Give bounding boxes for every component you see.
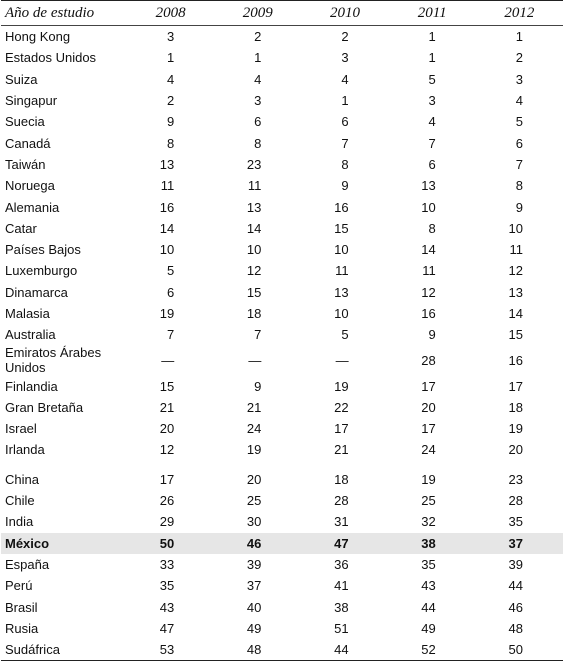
- rank-cell: 12: [159, 442, 175, 458]
- rank-cell: 9: [428, 327, 436, 343]
- rank-cell: 17: [508, 378, 523, 394]
- rank-cell: 20: [508, 442, 523, 458]
- rank-cell: 20: [421, 399, 436, 415]
- rank-cell: 25: [246, 493, 262, 509]
- table-row: [1, 132, 563, 153]
- rank-cell: 17: [421, 378, 436, 394]
- rank-cell: 16: [421, 306, 436, 321]
- header-year: 2011: [389, 1, 476, 26]
- rank-cell: 3: [515, 71, 523, 87]
- rank-cell: 8: [515, 178, 523, 194]
- rank-cell: 19: [246, 442, 262, 458]
- rank-cell: 13: [334, 284, 349, 300]
- rank-cell: 44: [508, 578, 523, 594]
- rank-cell: 8: [428, 220, 436, 236]
- rank-cell: 33: [159, 556, 175, 572]
- table-row: [1, 69, 563, 90]
- rank-cell: 18: [508, 399, 523, 415]
- spacer-cell: [214, 461, 301, 469]
- rank-cell: 8: [166, 135, 175, 151]
- rank-cell: 19: [159, 306, 175, 321]
- rank-cell: 48: [214, 639, 301, 661]
- table-row: [1, 218, 563, 239]
- rank-cell: —: [335, 352, 349, 368]
- rank-cell: 1: [341, 93, 349, 109]
- table-row: [1, 375, 563, 396]
- rank-cell: 31: [334, 514, 349, 530]
- rank-cell: 47: [301, 533, 388, 554]
- rank-cell: 50: [476, 639, 563, 661]
- table-row: [1, 575, 563, 596]
- rank-cell: 28: [334, 493, 349, 509]
- rank-cell: 36: [334, 556, 349, 572]
- spacer-cell: [1, 461, 127, 469]
- rank-cell: 11: [422, 263, 436, 279]
- rank-cell: 40: [246, 599, 262, 615]
- rank-cell: 4: [515, 93, 523, 109]
- country-cell: Suecia: [5, 114, 45, 130]
- rank-cell: 15: [334, 220, 349, 236]
- table-row: [1, 554, 563, 575]
- country-cell: Singapur: [5, 93, 58, 109]
- rank-cell: 26: [159, 493, 175, 509]
- rank-cell: 44: [301, 639, 388, 661]
- country-cell: Australia: [5, 327, 56, 343]
- rank-cell: 10: [246, 242, 262, 258]
- rank-cell: 2: [341, 29, 349, 45]
- rank-cell: 21: [159, 399, 175, 415]
- rank-cell: 43: [421, 578, 436, 594]
- country-cell: China: [5, 471, 39, 487]
- rank-cell: 24: [246, 421, 262, 437]
- rank-cell: 20: [159, 421, 175, 437]
- rank-cell: 20: [246, 471, 262, 487]
- rank-cell: 10: [334, 242, 349, 258]
- rank-cell: 1: [428, 29, 436, 45]
- rank-cell: 12: [421, 284, 436, 300]
- rank-cell: 39: [246, 556, 262, 572]
- rank-cell: 18: [334, 471, 349, 487]
- table-header: [1, 1, 563, 26]
- rank-cell: 9: [254, 378, 262, 394]
- rank-cell: 7: [254, 327, 262, 343]
- table-row: [1, 533, 563, 554]
- rank-cell: 1: [515, 29, 523, 45]
- rank-cell: 35: [508, 514, 523, 530]
- rank-cell: —: [161, 352, 175, 368]
- rank-cell: 19: [334, 378, 349, 394]
- country-cell: Chile: [5, 493, 35, 509]
- country-cell: Gran Bretaña: [5, 399, 84, 415]
- rank-cell: 16: [508, 352, 523, 368]
- rank-cell: 23: [246, 156, 262, 172]
- rank-cell: 46: [214, 533, 301, 554]
- country-cell: Emiratos Árabes Unidos: [5, 345, 102, 376]
- rank-cell: 41: [334, 578, 349, 594]
- rank-cell: 14: [246, 220, 262, 236]
- rank-cell: 9: [166, 114, 175, 130]
- country-cell: Luxemburgo: [5, 263, 78, 279]
- rank-cell: 28: [508, 493, 523, 509]
- rank-cell: 6: [254, 114, 262, 130]
- country-cell: Malasia: [5, 306, 50, 321]
- header-row: [1, 1, 563, 26]
- rank-cell: 1: [166, 50, 175, 66]
- rank-cell: 12: [246, 263, 262, 279]
- table-row: [1, 490, 563, 511]
- rank-cell: 7: [166, 327, 175, 343]
- header-label: Año de estudio: [1, 1, 127, 26]
- country-cell: Dinamarca: [5, 284, 68, 300]
- rank-cell: 6: [341, 114, 349, 130]
- rank-cell: 14: [508, 306, 523, 321]
- rank-cell: 3: [166, 29, 175, 45]
- rank-cell: 48: [508, 620, 523, 636]
- rank-cell: 2: [515, 50, 523, 66]
- rank-cell: 35: [159, 578, 175, 594]
- table-row: [1, 469, 563, 490]
- table-row: [1, 154, 563, 175]
- rank-cell: 11: [509, 242, 523, 258]
- rank-cell: 32: [421, 514, 436, 530]
- rank-cell: 24: [421, 442, 436, 458]
- rank-cell: 37: [476, 533, 563, 554]
- rank-cell: 10: [334, 306, 349, 321]
- rank-cell: 4: [428, 114, 436, 130]
- rank-cell: 1: [254, 50, 262, 66]
- rank-cell: 15: [508, 327, 523, 343]
- rank-cell: 10: [508, 220, 523, 236]
- rank-cell: 3: [428, 93, 436, 109]
- header-year: 2009: [214, 1, 301, 26]
- rank-cell: 7: [341, 135, 349, 151]
- rank-cell: 25: [421, 493, 436, 509]
- table-row: [1, 175, 563, 196]
- rank-cell: 3: [254, 93, 262, 109]
- rank-cell: 1: [428, 50, 436, 66]
- rank-cell: 51: [334, 620, 349, 636]
- country-cell: Noruega: [5, 178, 55, 194]
- rank-cell: 9: [341, 178, 349, 194]
- rank-cell: 13: [246, 199, 262, 215]
- rank-cell: 15: [159, 378, 175, 394]
- header-year: 2012: [476, 1, 563, 26]
- rank-cell: 17: [159, 471, 175, 487]
- rank-cell: 35: [421, 556, 436, 572]
- rank-cell: 49: [246, 620, 262, 636]
- rank-cell: 21: [334, 442, 349, 458]
- country-cell: Canadá: [5, 135, 51, 151]
- table-row: [1, 418, 563, 439]
- rank-cell: 10: [421, 199, 436, 215]
- rank-cell: —: [248, 352, 262, 368]
- rank-cell: 39: [508, 556, 523, 572]
- rank-cell: 38: [334, 599, 349, 615]
- rank-cell: 5: [515, 114, 523, 130]
- rank-cell: 4: [166, 71, 175, 87]
- rank-cell: 50: [127, 533, 214, 554]
- country-cell: Catar: [5, 220, 37, 236]
- table-row: [1, 439, 563, 460]
- rank-cell: 43: [159, 599, 175, 615]
- country-cell: Taiwán: [5, 156, 46, 172]
- rank-cell: 44: [421, 599, 436, 615]
- rank-cell: 38: [389, 533, 476, 554]
- table-row: [1, 47, 563, 68]
- rank-cell: 3: [341, 50, 349, 66]
- table-row: [1, 397, 563, 418]
- rank-cell: 6: [515, 135, 523, 151]
- table-row: [1, 618, 563, 639]
- group-spacer: [1, 461, 563, 469]
- rank-cell: 4: [341, 71, 349, 87]
- table-body: [1, 26, 563, 661]
- country-cell: Brasil: [5, 599, 38, 615]
- rank-cell: 11: [247, 178, 262, 194]
- rank-cell: 13: [159, 156, 175, 172]
- rank-cell: 11: [335, 263, 349, 279]
- rank-cell: 13: [421, 178, 436, 194]
- table-row: [1, 639, 563, 661]
- table-row: [1, 282, 563, 303]
- rank-cell: 53: [127, 639, 214, 661]
- rank-cell: 7: [515, 156, 523, 172]
- rank-cell: 17: [421, 421, 436, 437]
- country-cell: Israel: [5, 421, 37, 437]
- rank-cell: 52: [389, 639, 476, 661]
- rank-cell: 4: [254, 71, 262, 87]
- country-cell: Suiza: [5, 71, 38, 87]
- rank-cell: 17: [334, 421, 349, 437]
- rank-cell: 21: [246, 399, 262, 415]
- country-cell: Sudáfrica: [1, 639, 127, 661]
- rank-cell: 28: [421, 352, 436, 368]
- country-cell: Países Bajos: [5, 242, 81, 258]
- rank-cell: 10: [159, 242, 175, 258]
- country-cell: Hong Kong: [5, 29, 71, 45]
- table-row: [1, 511, 563, 532]
- rank-cell: 6: [166, 284, 175, 300]
- rank-cell: 15: [246, 284, 262, 300]
- rank-cell: 12: [508, 263, 523, 279]
- rank-cell: 30: [246, 514, 262, 530]
- rank-cell: 29: [159, 514, 175, 530]
- rank-cell: 49: [421, 620, 436, 636]
- country-cell: Estados Unidos: [5, 50, 97, 66]
- rank-cell: 18: [246, 306, 262, 321]
- rank-cell: 22: [334, 399, 349, 415]
- rank-cell: 16: [334, 199, 349, 215]
- table-row: [1, 596, 563, 617]
- table-row: [1, 324, 563, 345]
- country-cell: Perú: [5, 578, 33, 594]
- rank-cell: 5: [341, 327, 349, 343]
- rank-cell: 14: [159, 220, 175, 236]
- spacer-cell: [127, 461, 214, 469]
- table-row: [1, 111, 563, 132]
- table-row: [1, 260, 563, 281]
- table-row: [1, 26, 563, 48]
- spacer-cell: [476, 461, 563, 469]
- rank-cell: 14: [421, 242, 436, 258]
- rank-cell: 9: [515, 199, 523, 215]
- spacer-cell: [389, 461, 476, 469]
- rank-cell: 2: [254, 29, 262, 45]
- rank-cell: 6: [428, 156, 436, 172]
- country-cell: Rusia: [5, 620, 39, 636]
- table-row: [1, 345, 563, 375]
- rank-cell: 5: [166, 263, 175, 279]
- rank-cell: 13: [508, 284, 523, 300]
- rank-cell: 5: [428, 71, 436, 87]
- rank-cell: 23: [508, 471, 523, 487]
- table-row: [1, 303, 563, 324]
- rank-cell: 19: [421, 471, 436, 487]
- rank-cell: 2: [166, 93, 175, 109]
- rank-cell: 47: [159, 620, 175, 636]
- table-row: [1, 90, 563, 111]
- country-cell: Finlandia: [5, 378, 58, 394]
- rank-cell: 11: [160, 178, 175, 194]
- country-cell: Alemania: [5, 199, 60, 215]
- country-cell: España: [5, 556, 50, 572]
- country-cell: Irlanda: [5, 442, 45, 458]
- rank-cell: 19: [508, 421, 523, 437]
- table-row: [1, 196, 563, 217]
- header-year: 2008: [127, 1, 214, 26]
- country-cell: México: [1, 533, 127, 554]
- ranking-table: [1, 0, 563, 661]
- rank-cell: 16: [159, 199, 175, 215]
- rank-cell: 46: [508, 599, 523, 615]
- rank-cell: 8: [254, 135, 262, 151]
- spacer-cell: [301, 461, 388, 469]
- table-row: [1, 239, 563, 260]
- rank-cell: 8: [341, 156, 349, 172]
- rank-cell: 37: [246, 578, 262, 594]
- rank-cell: 7: [428, 135, 436, 151]
- country-cell: India: [5, 514, 34, 530]
- header-year: 2010: [301, 1, 388, 26]
